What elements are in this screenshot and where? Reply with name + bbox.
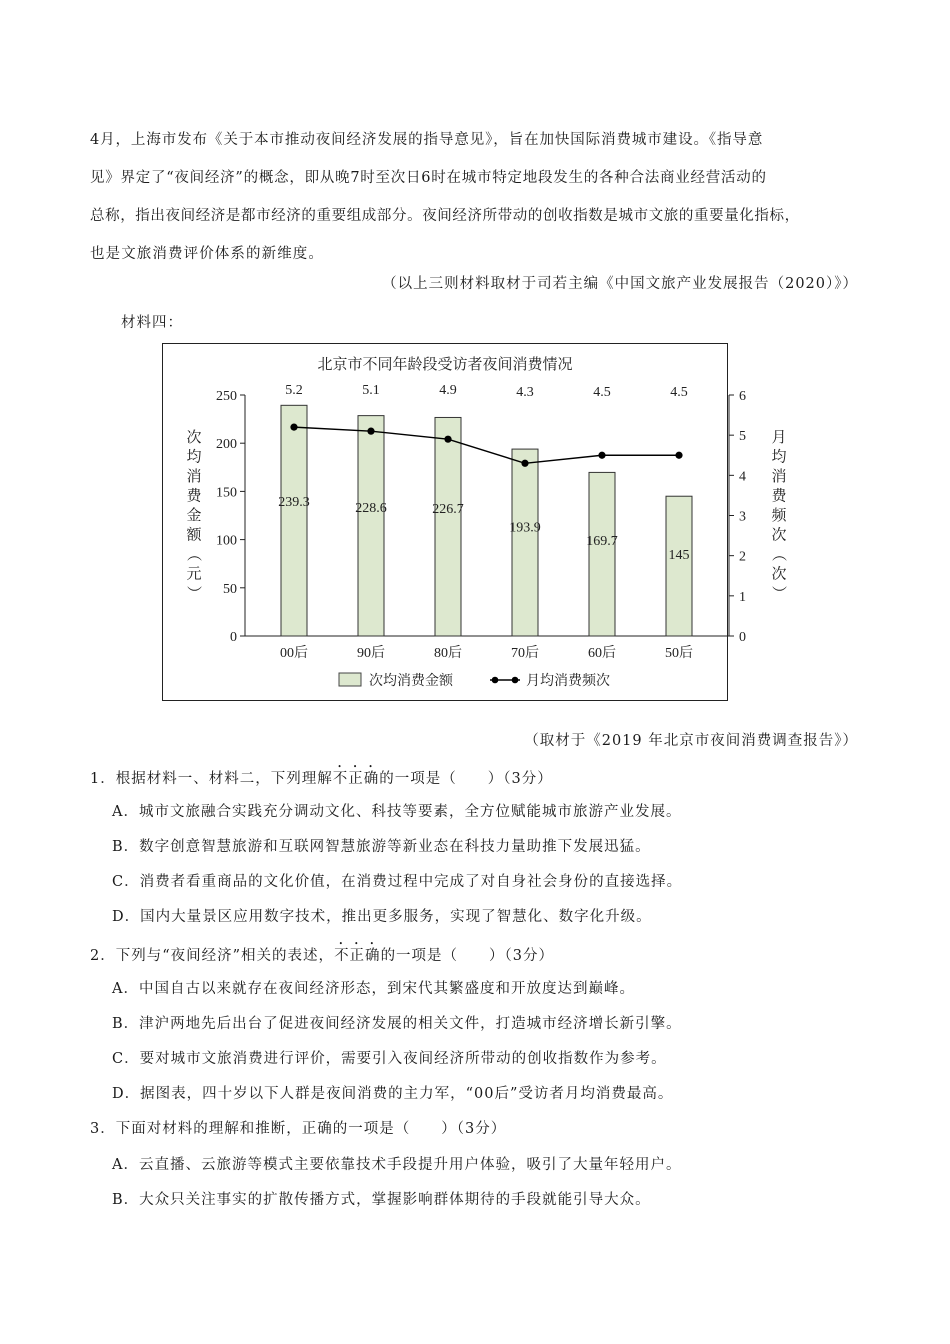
frequency-point — [521, 460, 528, 467]
right-y-tick-label: 4 — [739, 469, 746, 485]
left-axis-title-char: 元 — [186, 566, 202, 583]
night-consumption-chart — [163, 344, 787, 700]
left-axis-title-char: （ — [185, 546, 201, 562]
chart-source: （取材于《2019 年北京市夜间消费调查报告》） — [524, 733, 858, 749]
left-y-tick-label: 50 — [223, 581, 237, 597]
left-axis-title-char: 消 — [186, 469, 202, 485]
legend-bar-swatch — [339, 673, 361, 686]
frequency-point — [290, 424, 297, 431]
question-1-stem: 1．根据材料一、材料二，下列理解不正确的一项是（ ）（3分） — [90, 771, 553, 787]
bar — [358, 416, 384, 636]
right-axis-title-char: 频 — [771, 508, 787, 524]
frequency-point — [444, 436, 451, 443]
left-axis-title-char: ） — [185, 585, 201, 601]
right-axis-title-char: 次 — [771, 527, 787, 544]
right-y-tick-label: 2 — [739, 549, 746, 565]
question-1-option-b: B．数字创意智慧旅游和互联网智慧旅游等新业态在科技力量助推下发展迅猛。 — [112, 839, 651, 855]
intro-line: 也是文旅消费评价体系的新维度。 — [90, 246, 324, 262]
right-axis-title-char: 费 — [771, 488, 787, 505]
x-category-label: 70后 — [511, 646, 539, 661]
emphasis-text: 不正确 — [332, 771, 380, 787]
question-2-stem: 2．下列与“夜间经济”相关的表述，不正确的一项是（ ）（3分） — [90, 948, 555, 964]
frequency-value-label: 4.3 — [516, 385, 534, 400]
left-axis-title-char: 均 — [186, 449, 202, 466]
frequency-point — [598, 452, 605, 459]
right-y-tick-label: 5 — [739, 429, 746, 445]
left-y-tick-label: 0 — [230, 630, 237, 645]
bar-value-label: 239.3 — [278, 495, 310, 511]
question-2-option-c: C．要对城市文旅消费进行评价，需要引入夜间经济所带动的创收指数作为参考。 — [112, 1051, 667, 1067]
x-category-label: 60后 — [588, 646, 616, 661]
bar-value-label: 169.7 — [586, 534, 618, 550]
right-y-tick-label: 0 — [739, 630, 746, 645]
frequency-value-label: 4.5 — [670, 385, 688, 400]
bar — [589, 472, 615, 636]
x-category-label: 80后 — [434, 646, 462, 661]
materials-source: （以上三则材料取材于司若主编《中国文旅产业发展报告（2020）》） — [382, 276, 858, 292]
question-2-option-d: D．据图表，四十岁以下人群是夜间消费的主力军，“00后”受访者月均消费最高。 — [112, 1086, 674, 1102]
right-axis-title-char: ） — [770, 585, 786, 601]
bar — [435, 417, 461, 636]
legend-line-marker — [512, 677, 519, 684]
left-axis-title-char: 金 — [186, 508, 202, 524]
question-3-option-a: A．云直播、云旅游等模式主要依靠技术手段提升用户体验，吸引了大量年轻用户。 — [112, 1157, 682, 1173]
question-3-option-b: B．大众只关注事实的扩散传播方式，掌握影响群体期待的手段就能引导大众。 — [112, 1192, 651, 1208]
question-1-option-a: A．城市文旅融合实践充分调动文化、科技等要素，全方位赋能城市旅游产业发展。 — [112, 804, 682, 820]
left-y-tick-label: 200 — [216, 437, 237, 453]
left-y-tick-label: 100 — [216, 533, 237, 549]
x-category-label: 00后 — [280, 646, 308, 661]
bar — [512, 449, 538, 636]
right-y-tick-label: 6 — [739, 389, 746, 404]
bar-value-label: 145 — [668, 547, 690, 563]
frequency-point — [675, 452, 682, 459]
chart-title: 北京市不同年龄段受访者夜间消费情况 — [317, 357, 573, 373]
question-3-stem: 3．下面对材料的理解和推断，正确的一项是（ ）（3分） — [90, 1121, 507, 1137]
right-y-tick-label: 1 — [739, 589, 746, 605]
legend-bar-label: 次均消费金额 — [369, 674, 453, 689]
frequency-value-label: 4.9 — [439, 383, 457, 398]
emphasis-text: 不正确 — [334, 948, 381, 964]
frequency-value-label: 5.2 — [285, 383, 303, 398]
legend-line-label: 月均消费频次 — [526, 674, 610, 689]
question-2-option-b: B．津沪两地先后出台了促进夜间经济发展的相关文件，打造城市经济增长新引擎。 — [112, 1016, 682, 1032]
frequency-value-label: 5.1 — [362, 383, 380, 398]
x-category-label: 50后 — [665, 646, 693, 661]
right-axis-title — [770, 429, 787, 601]
right-axis-title-char: （ — [770, 546, 786, 562]
bar — [666, 496, 692, 636]
material-4-label: 材料四： — [121, 315, 183, 331]
question-1-option-d: D．国内大量景区应用数字技术，推出更多服务，实现了智慧化、数字化升级。 — [112, 909, 652, 925]
frequency-value-label: 4.5 — [593, 385, 611, 400]
frequency-line — [294, 427, 679, 463]
right-axis-title-char: 消 — [771, 469, 787, 485]
left-axis-title-char: 额 — [186, 527, 202, 544]
bar-value-label: 228.6 — [355, 501, 387, 517]
x-category-label: 90后 — [357, 646, 385, 661]
question-1-option-c: C．消费者看重商品的文化价值，在消费过程中完成了对自身社会身份的直接选择。 — [112, 874, 683, 890]
right-y-tick-label: 3 — [739, 509, 746, 525]
bar-value-label: 193.9 — [509, 520, 541, 536]
chart-frame — [162, 343, 787, 701]
bar — [281, 405, 307, 636]
left-y-tick-label: 150 — [216, 485, 237, 501]
bar-value-label: 226.7 — [432, 502, 464, 518]
left-y-tick-label: 250 — [216, 389, 237, 404]
right-axis-title-char: 均 — [771, 449, 787, 466]
left-axis-title-char: 费 — [186, 488, 202, 505]
left-axis-title-char: 次 — [186, 430, 202, 446]
question-2-option-a: A．中国自古以来就存在夜间经济形态，到宋代其繁盛度和开放度达到巅峰。 — [112, 981, 635, 997]
intro-line: 4月，上海市发布《关于本市推动夜间经济发展的指导意见》，旨在加快国际消费城市建设。《指导意 — [90, 132, 764, 148]
right-axis-title-char: 次 — [771, 566, 787, 583]
left-axis-title — [185, 429, 202, 601]
frequency-point — [367, 428, 374, 435]
right-axis-title-char: 月 — [771, 430, 787, 446]
intro-line: 总称，指出夜间经济是都市经济的重要组成部分。夜间经济所带动的创收指数是城市文旅的重要量化指标， — [90, 208, 800, 224]
legend-line-marker — [492, 677, 499, 684]
intro-paragraph — [90, 121, 866, 273]
intro-line: 见》界定了“夜间经济”的概念，即从晚7时至次日6时在城市特定地段发生的各种合法商业经营活动的 — [90, 170, 767, 186]
